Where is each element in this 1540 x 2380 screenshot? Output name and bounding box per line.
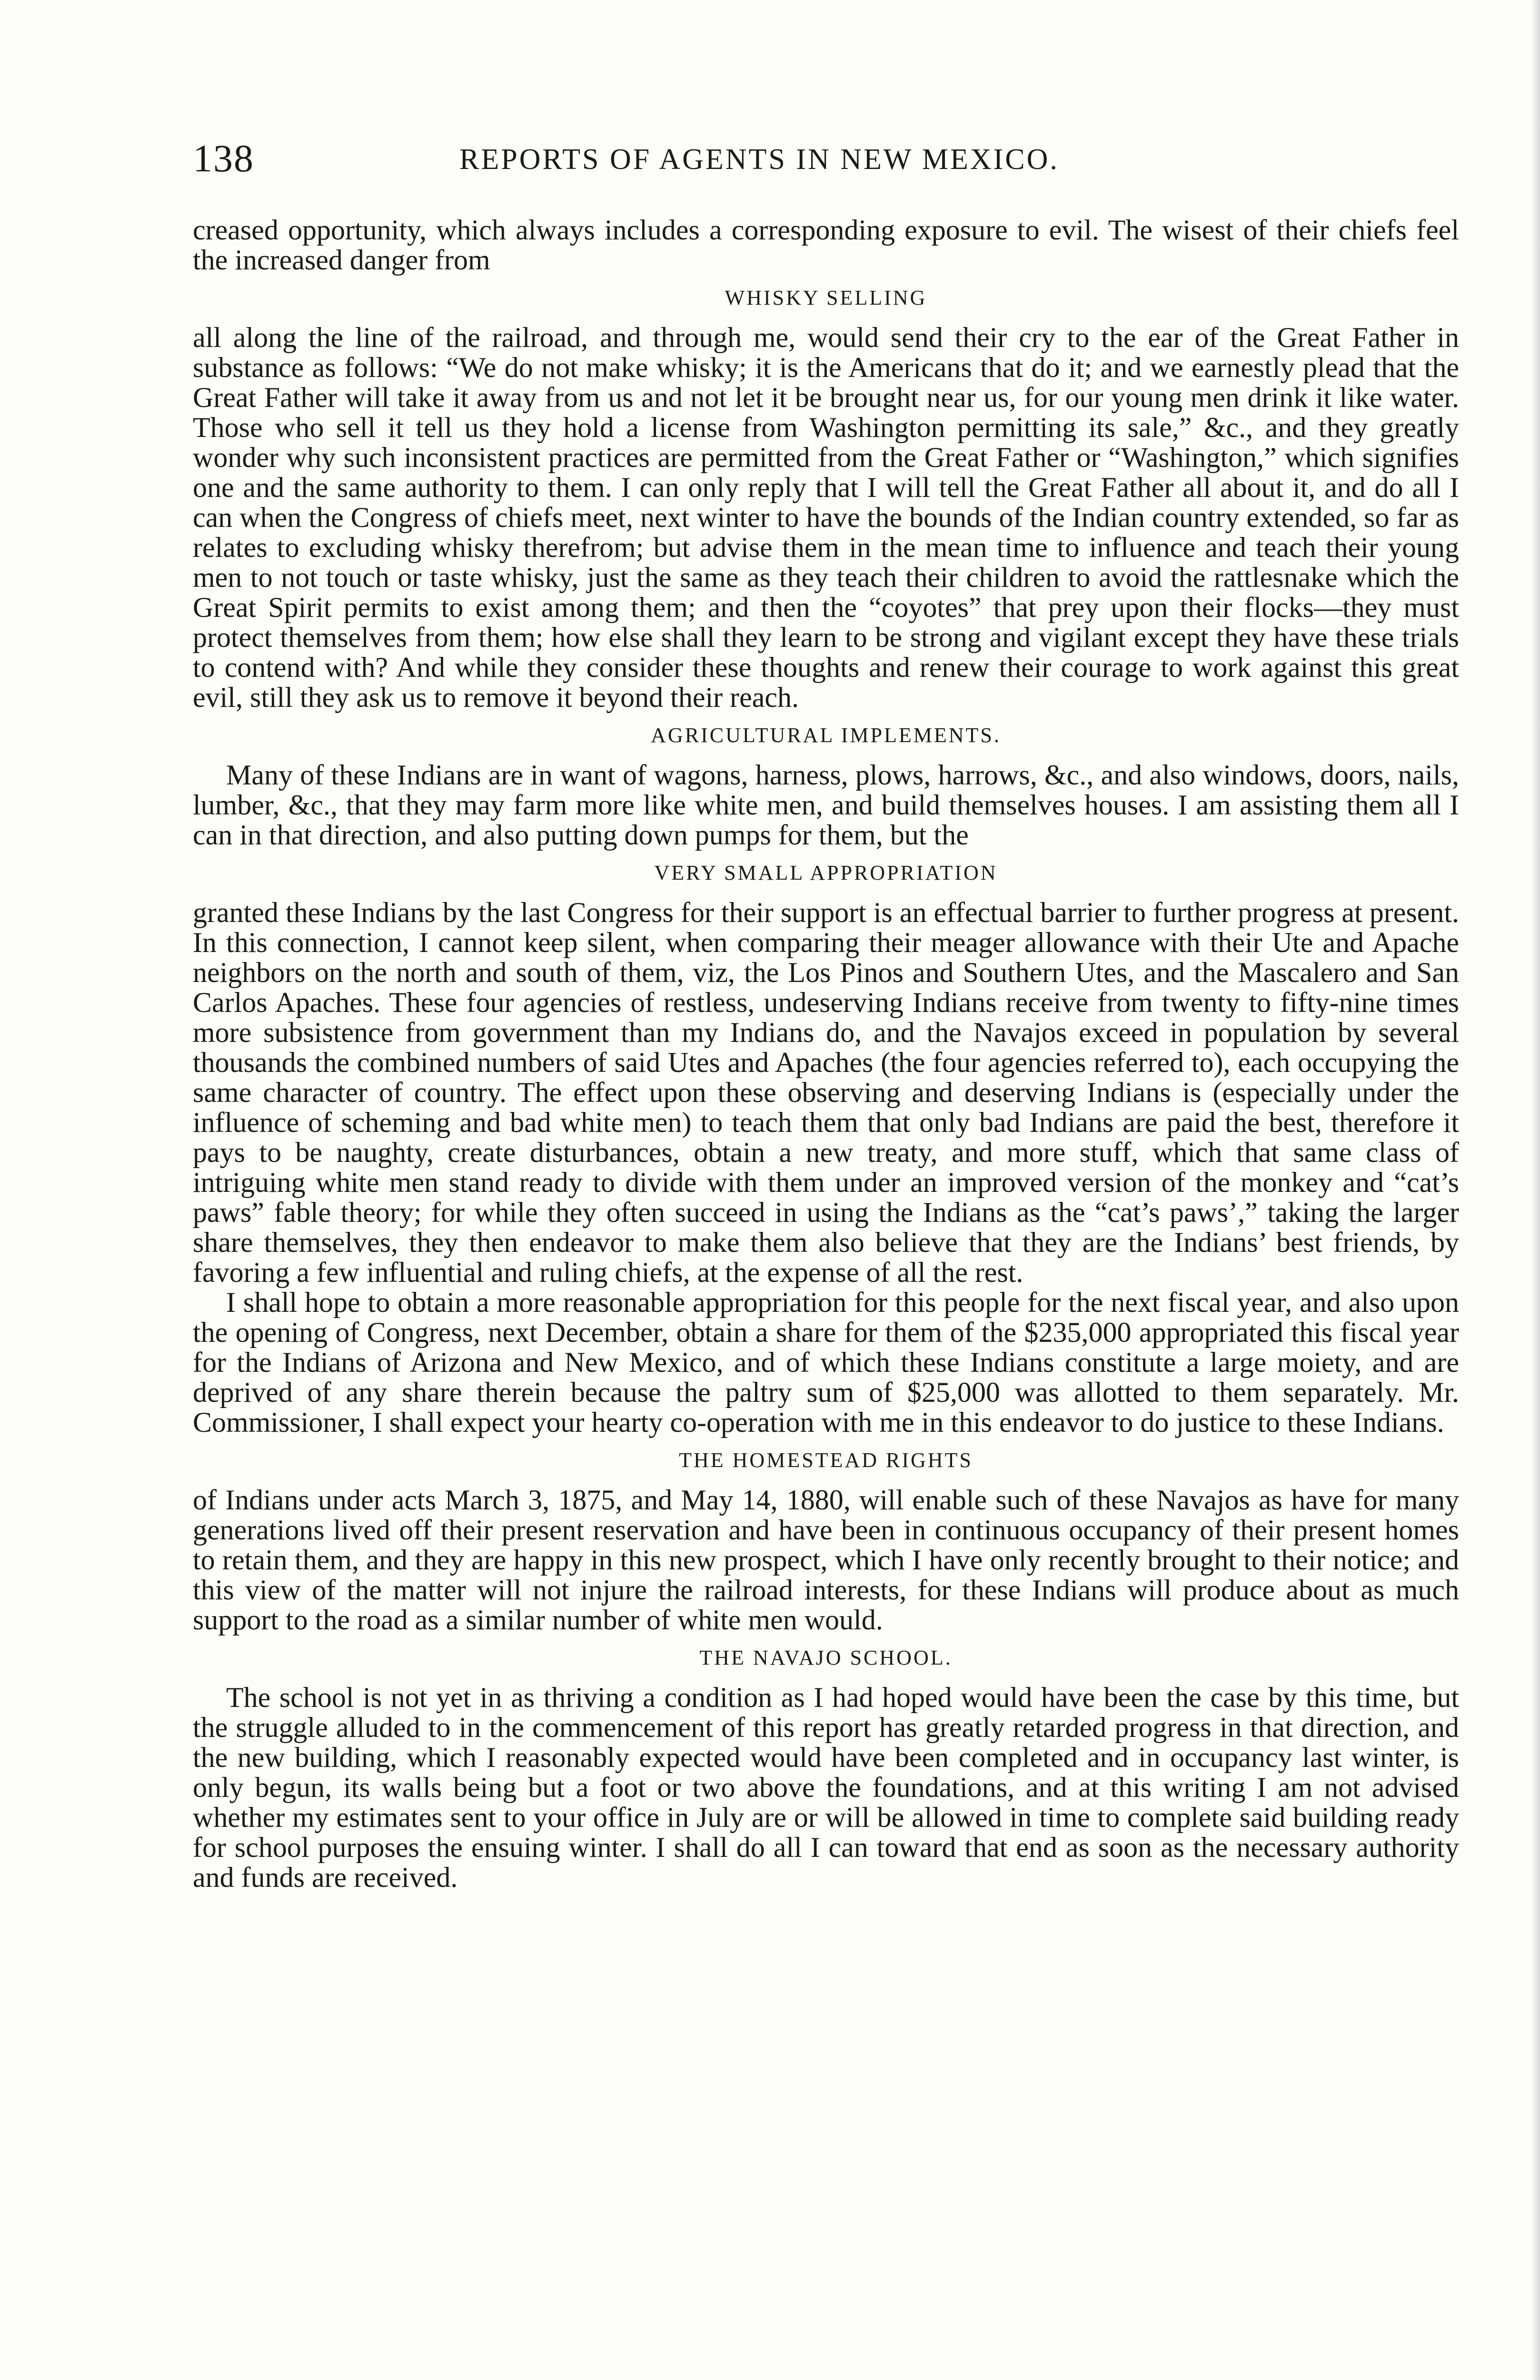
report-body [193,215,1459,1893]
paragraph-appropriation: granted these Indians by the last Congress for their support is an effectual barrier to further progress at present. In this connection, I cannot keep silent, when comparing their meager allowance with their Ute and Apache neighbors on the north and south of them, viz, the Los Pinos and Southern Utes, and the Mascalero and San Carlos Apaches. These four agencies of restless, undeserving Indians receive from twenty to fifty-nine times more subsistence from government than my Indians do, and the Navajos exceed in population by several thousands the combined numbers of said Utes and Apaches (the four agencies referred to), each occupying the same character of country. The effect upon these observing and deserving Indians is (especially under the influence of scheming and bad white men) to teach them that only bad Indians are paid the best, therefore it pays to be naughty, create disturbances, obtain a new treaty, and more stuff, which that same class of intriguing white men stand ready to divide with them under an improved version of the monkey and “cat’s paws” fable theory; for while they often succeed in using the Indians as the “cat’s paws’,” taking the larger share themselves, they then endeavor to make them also believe that they are the Indians’ best friends, by favoring a few influential and ruling chiefs, at the expense of all the rest. [193,897,1459,1288]
paragraph-whisky-selling: all along the line of the railroad, and through me, would send their cry to the ear of the Great Father in substance as follows: “We do not make whisky; it is the Americans that do it; and we earnestly plead that the Great Father will take it away from us and not let it be brought near us, for our young men drink it like water. Those who sell it tell us they hold a license from Washington permitting its sale,” &c., and they greatly wonder why such inconsistent practices are permitted from the Great Father or “Washington,” which signifies one and the same authority to them. I can only reply that I will tell the Great Father all about it, and do all I can when the Congress of chiefs meet, next winter to have the bounds of the Indian country extended, so far as relates to excluding whisky therefrom; but advise them in the mean time to influence and teach their young men to not touch or taste whisky, just the same as they teach their children to avoid the rattlesnake which the Great Spirit permits to exist among them; and then the “coyotes” that prey upon their flocks—they must protect themselves from them; how else shall they learn to be strong and vigilant except they have these trials to contend with? And while they consider these thoughts and renew their courage to work against this great evil, still they ask us to remove it beyond their reach. [193,322,1459,713]
section-heading-agricultural-implements: AGRICULTURAL IMPLEMENTS. [651,724,1001,747]
page-header [193,136,1459,188]
scan-edge-right [1530,0,1540,2380]
paragraph-opening: creased opportunity, which always includes a corresponding exposure to evil. The wisest of their chiefs feel the increased danger from [193,214,1459,276]
paragraph-appropriation-hope: I shall hope to obtain a more reasonable appropriation for this people for the next fiscal year, and also upon the opening of Congress, next December, obtain a share for them of the $235,000 appropriated this fiscal year for the Indians of Arizona and New Mexico, and of which these Indians constitute a large moiety, and are deprived of any share therein because the paltry sum of $25,000 was allotted to them separately. Mr. Commissioner, I shall expect your hearty co-operation with me in this endeavor to do justice to these Indians. [193,1287,1459,1438]
section-heading-navajo-school: THE NAVAJO SCHOOL. [699,1646,953,1669]
running-title: REPORTS OF AGENTS IN NEW MEXICO. [459,143,1059,176]
section-heading-homestead-rights: THE HOMESTEAD RIGHTS [679,1448,973,1472]
paragraph-homestead-rights: of Indians under acts March 3, 1875, and May 14, 1880, will enable such of these Navajos as have for many generations lived off their present reservation and have been in continuous occupancy of their present homes to retain them, and they are happy in this new prospect, which I have only recently brought to their notice; and this view of the matter will not injure the railroad interests, for these Indians will produce about as much support to the road as a similar number of white men would. [193,1484,1459,1636]
section-heading-very-small-appropriation: VERY SMALL APPROPRIATION [654,861,998,884]
section-heading-whisky-selling: WHISKY SELLING [725,286,927,309]
page-number: 138 [193,137,254,180]
paragraph-navajo-school: The school is not yet in as thriving a condition as I had hoped would have been the case by this time, but the struggle alluded to in the commencement of this report has greatly retarded progress in that direction, and the new building, which I reasonably expected would have been completed and in occupancy last winter, is only begun, its walls being but a foot or two above the foundations, and at this writing I am not advised whether my estimates sent to your office in July are or will be allowed in time to complete said building ready for school purposes the ensuing winter. I shall do all I can toward that end as soon as the necessary authority and funds are received. [193,1682,1459,1893]
paragraph-agricultural-implements: Many of these Indians are in want of wagons, harness, plows, harrows, &c., and also windows, doors, nails, lumber, &c., that they may farm more like white men, and build themselves houses. I am assisting them all I can in that direction, and also putting down pumps for them, but the [193,759,1459,851]
